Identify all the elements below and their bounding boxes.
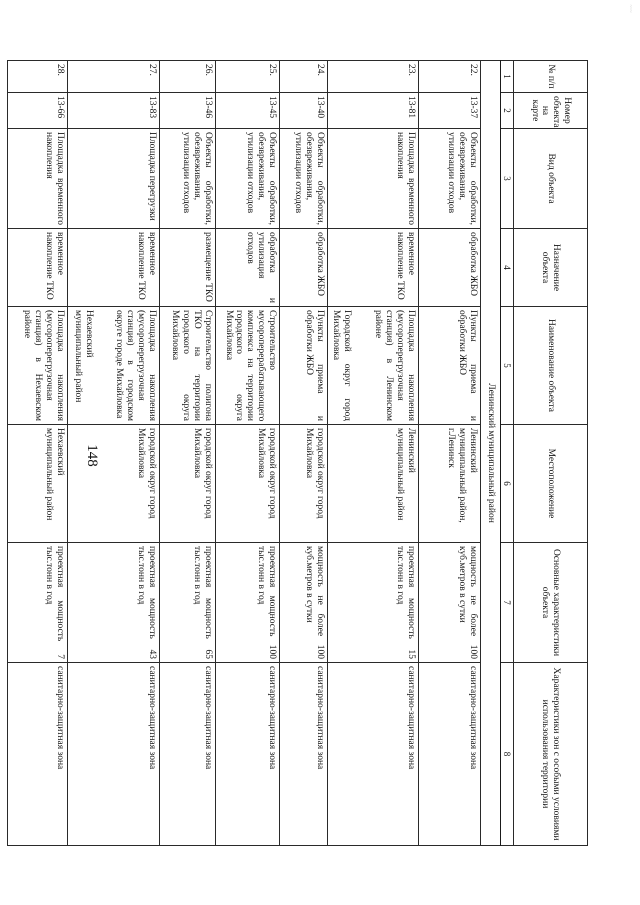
row-map-no: 13-45 xyxy=(216,93,280,129)
row-location: городской округ город Михайловка xyxy=(160,425,216,543)
section-row-leninsky xyxy=(480,61,500,846)
column-number-row xyxy=(500,61,513,846)
row-location: Ленинский муниципальный район, г.Ленинск xyxy=(418,425,480,543)
row-num: 28. xyxy=(8,61,68,93)
header-cell-characteristics: Основные характеристики объекта xyxy=(514,543,588,663)
row-map-no: 13-40 xyxy=(280,93,328,129)
header-cell-purpose: Назначение объекта xyxy=(514,229,588,307)
row-zones: санитарно-защитная зона xyxy=(418,663,480,846)
row-purpose: размещение ТКО xyxy=(160,229,216,307)
row-location: городской округ город Михайловка xyxy=(216,425,280,543)
row-type: Объекты обработки, обезвреживания, утилизации отходов xyxy=(160,129,216,229)
corner-mark: ~~~ xyxy=(627,4,633,13)
column-number: 4 xyxy=(500,229,513,307)
row-purpose: обработка ЖБО xyxy=(280,229,328,307)
row-characteristics: проектная мощность 100 тыс.тонн в год xyxy=(216,543,280,663)
header-cell-map-no: Номер объекта на карте xyxy=(514,93,588,129)
header-row xyxy=(514,61,588,846)
row-name-text: Площадка накопления (мусороперегрузочная станция) в городском округе городе Михайловка xyxy=(114,310,158,421)
row-purpose: обработка и утилизация отходов xyxy=(216,229,280,307)
column-number: 6 xyxy=(500,425,513,543)
row-num: 23. xyxy=(328,61,419,93)
section-title: Нехаевский муниципальный район xyxy=(72,310,94,403)
header-cell-type: Вид объекта xyxy=(514,129,588,229)
column-number: 3 xyxy=(500,129,513,229)
row-characteristics: мощность не более 100 куб.метров в сутки xyxy=(280,543,328,663)
row-purpose: временное накопление ТКО xyxy=(328,229,419,307)
row-map-no: 13-66 xyxy=(8,93,68,129)
section-title: Городской округ город Михайловка xyxy=(331,310,353,421)
row-characteristics: проектная мощность 65 тыс.тонн в год xyxy=(160,543,216,663)
header-cell-zones: Характеристики зон с особыми условиями использования территории xyxy=(514,663,588,846)
row-name: Площадка накопления (мусороперегрузочная станция) в Нехаевском районе xyxy=(8,307,68,425)
objects-table xyxy=(7,60,588,846)
row-name: Строительство мусороперерабатывающего комплекса на территории городского округа Михайловка xyxy=(216,307,280,425)
row-zones: санитарно-защитная зона xyxy=(68,663,160,846)
column-number: 7 xyxy=(500,543,513,663)
row-name: Пункты приема и обработки ЖБО xyxy=(280,307,328,425)
row-type: Площадка временного накопления xyxy=(328,129,419,229)
row-purpose: обработка ЖБО xyxy=(418,229,480,307)
row-name xyxy=(68,307,160,425)
column-number: 1 xyxy=(500,61,513,93)
row-map-no: 13-81 xyxy=(328,93,419,129)
table-row xyxy=(8,61,68,846)
row-num: 25. xyxy=(216,61,280,93)
header-cell-location: Местоположение xyxy=(514,425,588,543)
row-type: Объекты обработки, обезвреживания, утилизации отходов xyxy=(418,129,480,229)
row-num: 26. xyxy=(160,61,216,93)
row-name-text: Площадка накопления (мусороперегрузочная станция) в Ленинском районе xyxy=(372,310,416,421)
row-map-no: 13-46 xyxy=(160,93,216,129)
column-number: 8 xyxy=(500,663,513,846)
row-zones: санитарно-защитная зона xyxy=(328,663,419,846)
row-characteristics: проектная мощность 15 тыс.тонн в год xyxy=(328,543,419,663)
row-type: Объекты обработки, обезвреживания, утилизации отходов xyxy=(280,129,328,229)
column-number: 2 xyxy=(500,93,513,129)
row-name: Пункты приема и обработки ЖБО xyxy=(418,307,480,425)
row-zones: санитарно-защитная зона xyxy=(216,663,280,846)
row-zones: санитарно-защитная зона xyxy=(160,663,216,846)
section-title: Ленинский муниципальный район xyxy=(480,61,500,846)
row-zones: санитарно-защитная зона xyxy=(8,663,68,846)
row-location: городской округ город Михайловка xyxy=(68,425,160,543)
table-row xyxy=(328,61,419,846)
row-type: Объекты обработки, обезвреживания, утилизации отходов xyxy=(216,129,280,229)
row-location: городской округ город Михайловка xyxy=(280,425,328,543)
table-row xyxy=(216,61,280,846)
row-name xyxy=(328,307,419,425)
row-location: Ленинский муниципальный район xyxy=(328,425,419,543)
row-map-no: 13-83 xyxy=(68,93,160,129)
table-row xyxy=(418,61,480,846)
row-name: Строительство полигона ТКО на территории городского округа Михайловка xyxy=(160,307,216,425)
row-num: 22. xyxy=(418,61,480,93)
table-row xyxy=(68,61,160,846)
table-row xyxy=(280,61,328,846)
page-number: 148 xyxy=(83,444,100,467)
row-zones: санитарно-защитная зона xyxy=(280,663,328,846)
column-number: 5 xyxy=(500,307,513,425)
row-purpose: временное накопление ТКО xyxy=(8,229,68,307)
row-num: 24. xyxy=(280,61,328,93)
row-characteristics: проектная мощность 7 тыс.тонн в год xyxy=(8,543,68,663)
header-cell-name: Наименование объекта xyxy=(514,307,588,425)
row-type: Площадка временного накопления xyxy=(8,129,68,229)
row-characteristics: мощность не более 100 куб.метров в сутки xyxy=(418,543,480,663)
row-purpose: временное накопление ТКО xyxy=(68,229,160,307)
header-cell-num: № п/п xyxy=(514,61,588,93)
row-characteristics: проектная мощность 43 тыс.тонн в год xyxy=(68,543,160,663)
row-type: Площадка перегрузки xyxy=(68,129,160,229)
row-num: 27. xyxy=(68,61,160,93)
row-map-no: 13-37 xyxy=(418,93,480,129)
table-row xyxy=(160,61,216,846)
row-location: Нехаевский муниципальный район xyxy=(8,425,68,543)
